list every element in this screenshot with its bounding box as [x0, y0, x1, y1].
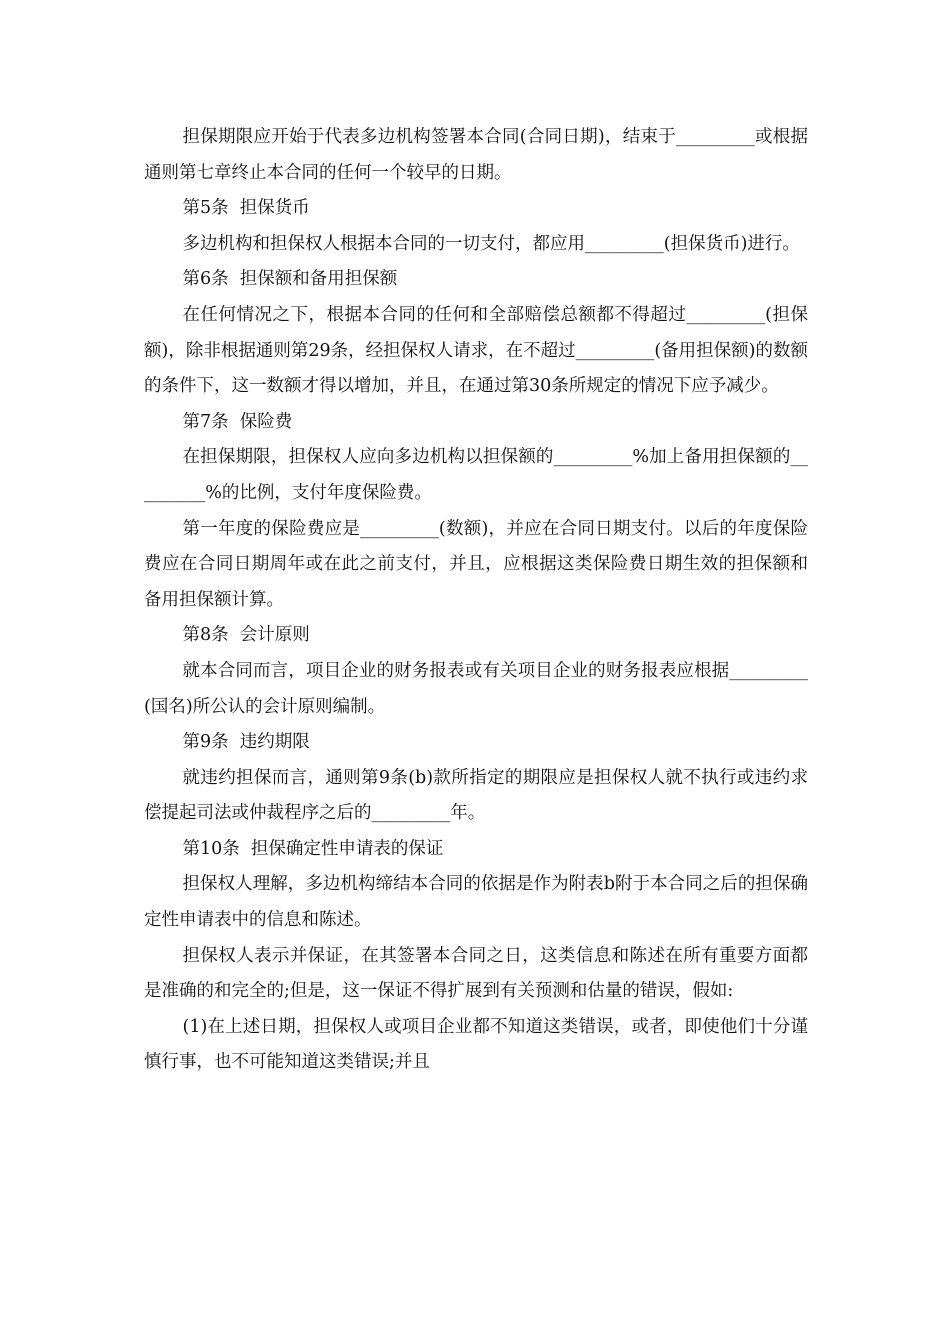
- paragraph-warranty: 担保权人表示并保证，在其签署本合同之日，这类信息和陈述在所有重要方面都是准确的和完全的;但是，这一保证不得扩展到有关预测和估量的错误，假如:: [144, 945, 808, 1002]
- heading-article-9: 第9条 违约期限: [182, 732, 310, 753]
- heading-article-6: 第6条 担保额和备用担保额: [182, 269, 398, 290]
- paragraph-default-period: 就违约担保而言，通则第9条(b)款所指定的期限应是担保权人就不执行或违约求偿提起司法或仲裁程序之后的_________年。: [144, 767, 808, 824]
- heading-article-7: 第7条 保险费: [182, 411, 293, 432]
- paragraph-accounting: 就本合同而言，项目企业的财务报表或有关项目企业的财务报表应根据_________(国名)所公认的会计原则编制。: [144, 660, 808, 717]
- heading-article-10: 第10条 担保确定性申请表的保证: [182, 838, 444, 859]
- paragraph-currency: 多边机构和担保权人根据本合同的一切支付，都应用_________(担保货币)进行。: [182, 233, 800, 254]
- paragraph-premium-rate: 在担保期限，担保权人应向多边机构以担保额的_________%加上备用担保额的_________%的比例，支付年度保险费。: [144, 447, 808, 503]
- paragraph-guarantee-period: 担保期限应开始于代表多边机构签署本合同(合同日期)，结束于_________或根据通则第七章终止本合同的任何一个较早的日期。: [144, 127, 808, 183]
- paragraph-first-year-premium: 第一年度的保险费应是_________(数额)，并应在合同日期支付。以后的年度保险费应在合同日期周年或在此之前支付，并且，应根据这类保险费日期生效的担保额和备用担保额计算。: [144, 518, 808, 610]
- paragraph-condition-1: (1)在上述日期，担保权人或项目企业都不知道这类错误，或者，即使他们十分谨慎行事，也不可能知道这类错误;并且: [144, 1016, 808, 1073]
- paragraph-guarantee-amount: 在任何情况之下，根据本合同的任何和全部赔偿总额都不得超过_________(担保额)，除非根据通则第29条，经担保权人请求，在不超过_________(备用担保额)的数额的条件下，这一数额才得以增加，并且，在通过第30条所规定的情况下应予减少。: [144, 304, 808, 397]
- heading-article-8: 第8条 会计原则: [182, 625, 310, 646]
- document-body: [144, 120, 808, 1081]
- heading-article-5: 第5条 担保货币: [182, 198, 310, 219]
- paragraph-application-basis: 担保权人理解，多边机构缔结本合同的依据是作为附表b附于本合同之后的担保确定性申请表中的信息和陈述。: [144, 874, 808, 931]
